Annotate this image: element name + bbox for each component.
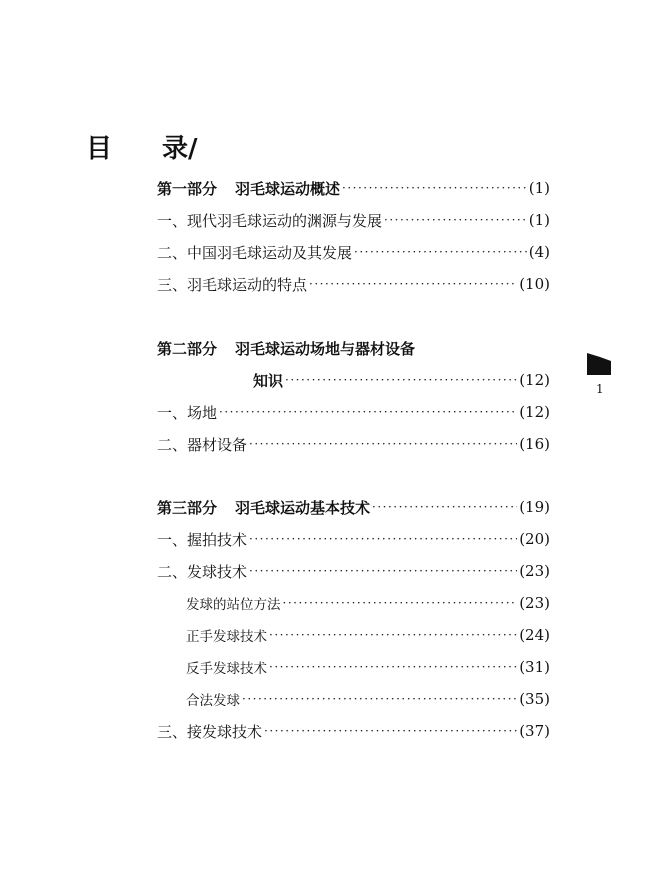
page-ref: (20) (519, 530, 550, 548)
toc-entry[interactable] (157, 527, 550, 551)
page-ref: (10) (519, 275, 550, 293)
entry-label: 羽毛球运动概述 (235, 179, 341, 198)
leader-dots (264, 723, 517, 739)
page-ref: (1) (528, 211, 550, 229)
entry-label: 三、羽毛球运动的特点 (157, 275, 308, 294)
page-ref: (37) (519, 722, 550, 740)
entry-label: 一、握拍技术 (157, 530, 248, 549)
leader-dots (372, 499, 517, 515)
leader-dots (249, 531, 517, 547)
leader-dots (342, 180, 527, 196)
page-ref: (23) (519, 562, 550, 580)
leader-dots (285, 372, 517, 388)
toc-entry-part-2[interactable] (157, 336, 550, 360)
leader-dots (242, 691, 517, 707)
leader-dots (249, 563, 517, 579)
leader-dots (309, 276, 517, 292)
entry-label: 一、现代羽毛球运动的渊源与发展 (157, 211, 383, 230)
page-tab-marker-icon (586, 351, 612, 377)
entry-label: 二、器材设备 (157, 435, 248, 454)
leader-dots (269, 659, 517, 675)
toc-title-char-1: 目 (86, 134, 113, 164)
page-ref: (24) (519, 626, 550, 644)
toc-entry-part-1[interactable] (157, 176, 550, 200)
entry-label: 合法发球 (186, 693, 240, 709)
toc-title-char-2: 录/ (162, 134, 198, 164)
toc-entry[interactable] (157, 719, 550, 743)
page-ref: (31) (519, 658, 550, 676)
page-ref: (35) (519, 690, 550, 708)
toc-entry[interactable] (157, 208, 550, 232)
leader-dots (384, 212, 527, 228)
entry-label: 羽毛球运动场地与器材设备 (235, 339, 416, 358)
leader-dots (269, 627, 517, 643)
entry-label: 羽毛球运动基本技术 (235, 498, 371, 517)
leader-dots (354, 244, 527, 260)
page-ref: (1) (528, 179, 550, 197)
leader-dots (249, 436, 517, 452)
toc-entry[interactable] (157, 240, 550, 264)
entry-label: 三、接发球技术 (157, 722, 263, 741)
entry-label: 二、发球技术 (157, 562, 248, 581)
part-number: 第二部分 (157, 339, 218, 358)
toc-entry-part-2-continued[interactable] (253, 368, 550, 392)
part-number: 第一部分 (157, 179, 218, 198)
toc-title (86, 128, 198, 165)
toc-subentry[interactable] (186, 623, 550, 647)
leader-dots (283, 595, 518, 611)
page-number: 1 (596, 382, 604, 396)
toc-subentry[interactable] (186, 687, 550, 711)
entry-label: 发球的站位方法 (186, 597, 281, 613)
toc-entry[interactable] (157, 272, 550, 296)
toc-entry[interactable] (157, 400, 550, 424)
toc-entry[interactable] (157, 432, 550, 456)
entry-label: 正手发球技术 (186, 629, 267, 645)
toc-subentry[interactable] (186, 591, 550, 615)
page-ref: (16) (519, 435, 550, 453)
entry-label: 二、中国羽毛球运动及其发展 (157, 243, 353, 262)
entry-label: 反手发球技术 (186, 661, 267, 677)
page-ref: (12) (519, 403, 550, 421)
entry-label: 知识 (253, 371, 284, 390)
part-number: 第三部分 (157, 498, 218, 517)
page-ref: (4) (528, 243, 550, 261)
toc-entry-part-3[interactable] (157, 495, 550, 519)
page-ref: (23) (519, 594, 550, 612)
page-ref: (19) (519, 498, 550, 516)
toc-entry[interactable] (157, 559, 550, 583)
entry-label: 一、场地 (157, 403, 218, 422)
leader-dots (219, 404, 517, 420)
page-ref: (12) (519, 371, 550, 389)
toc-subentry[interactable] (186, 655, 550, 679)
